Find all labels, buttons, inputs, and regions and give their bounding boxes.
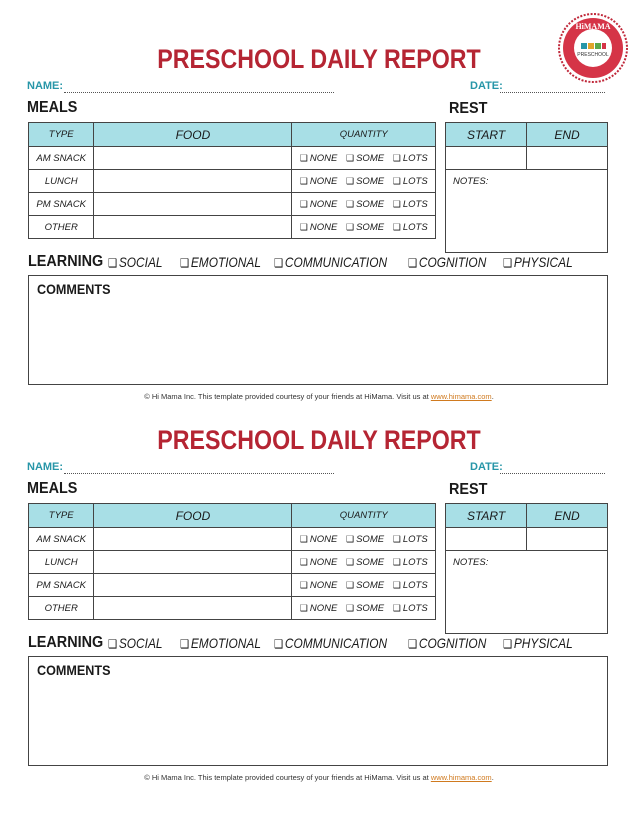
rest-start-cell[interactable] xyxy=(446,147,527,170)
option-some[interactable]: ❑ SOME xyxy=(346,175,385,187)
learning-heading: LEARNING xyxy=(28,634,104,651)
rest-notes[interactable] xyxy=(446,170,608,253)
col-end: END xyxy=(527,504,608,528)
option-some[interactable]: ❑ SOME xyxy=(346,556,385,568)
checkbox-icon[interactable]: ❑ xyxy=(299,221,308,232)
checkbox-icon[interactable]: ❑ xyxy=(392,198,401,209)
quantity-cell xyxy=(292,528,436,551)
quantity-cell xyxy=(292,193,436,216)
learning-communication[interactable]: ❑ COMMUNICATION xyxy=(274,254,388,270)
footer xyxy=(0,773,638,782)
learning-physical[interactable]: ❑ PHYSICAL xyxy=(503,254,573,270)
option-none[interactable]: ❑ NONE xyxy=(299,579,338,591)
checkbox-icon[interactable]: ❑ xyxy=(392,579,401,590)
footer-link[interactable]: www.himama.com xyxy=(430,773,492,782)
food-cell[interactable] xyxy=(94,551,292,574)
row-label: OTHER xyxy=(29,216,94,239)
quantity-cell xyxy=(292,551,436,574)
food-cell[interactable] xyxy=(94,597,292,620)
checkbox-icon[interactable]: ❑ xyxy=(299,175,308,186)
checkbox-icon[interactable]: ❑ xyxy=(180,637,190,651)
table-row xyxy=(29,216,436,239)
option-none[interactable]: ❑ NONE xyxy=(299,198,338,210)
learning-heading: LEARNING xyxy=(28,253,104,270)
comments-box[interactable] xyxy=(28,275,608,385)
comments-heading: COMMENTS xyxy=(37,281,111,297)
food-cell[interactable] xyxy=(94,193,292,216)
col-food: FOOD xyxy=(94,123,292,147)
learning-communication[interactable]: ❑ COMMUNICATION xyxy=(274,635,388,651)
meals-table xyxy=(28,122,436,239)
food-cell[interactable] xyxy=(94,528,292,551)
quantity-cell xyxy=(292,574,436,597)
checkbox-icon[interactable]: ❑ xyxy=(392,175,401,186)
checkbox-icon[interactable]: ❑ xyxy=(274,256,284,270)
col-start: START xyxy=(446,123,527,147)
quantity-cell xyxy=(292,597,436,620)
option-some[interactable]: ❑ SOME xyxy=(346,152,385,164)
notes-label: NOTES: xyxy=(453,176,489,187)
option-none[interactable]: ❑ NONE xyxy=(299,602,338,614)
row-label: OTHER xyxy=(29,597,94,620)
checkbox-icon[interactable]: ❑ xyxy=(346,198,355,209)
checkbox-icon[interactable]: ❑ xyxy=(408,637,418,651)
rest-end-cell[interactable] xyxy=(527,528,608,551)
food-cell[interactable] xyxy=(94,147,292,170)
table-row xyxy=(29,193,436,216)
option-some[interactable]: ❑ SOME xyxy=(346,533,385,545)
logo-top-text: HiMAMA xyxy=(575,22,611,31)
checkbox-icon[interactable]: ❑ xyxy=(392,602,401,613)
rest-end-cell[interactable] xyxy=(527,147,608,170)
rest-table xyxy=(445,503,608,634)
checkbox-icon[interactable]: ❑ xyxy=(299,579,308,590)
checkbox-icon[interactable]: ❑ xyxy=(108,256,118,270)
option-none[interactable]: ❑ NONE xyxy=(299,175,338,187)
footer-after: . xyxy=(491,773,494,782)
footer-link[interactable]: www.himama.com xyxy=(430,392,492,401)
checkbox-icon[interactable]: ❑ xyxy=(299,533,308,544)
checkbox-icon[interactable]: ❑ xyxy=(274,637,284,651)
row-label: LUNCH xyxy=(29,170,94,193)
table-row xyxy=(29,147,436,170)
row-label: PM SNACK xyxy=(29,193,94,216)
table-row xyxy=(29,528,436,551)
rest-heading: REST xyxy=(449,481,488,498)
checkbox-icon[interactable]: ❑ xyxy=(108,637,118,651)
option-lots[interactable]: ❑ LOTS xyxy=(392,556,428,568)
learning-cognition[interactable]: ❑ COGNITION xyxy=(408,254,487,270)
checkbox-icon[interactable]: ❑ xyxy=(299,198,308,209)
col-start: START xyxy=(446,504,527,528)
table-row xyxy=(29,597,436,620)
checkbox-icon[interactable]: ❑ xyxy=(346,175,355,186)
rest-table xyxy=(445,122,608,253)
row-label: AM SNACK xyxy=(29,147,94,170)
quantity-cell xyxy=(292,216,436,239)
option-lots[interactable]: ❑ LOTS xyxy=(392,602,428,614)
option-none[interactable]: ❑ NONE xyxy=(299,152,338,164)
option-none[interactable]: ❑ NONE xyxy=(299,556,338,568)
logo-bottom-text: PRESCHOOL xyxy=(577,52,609,58)
row-label: LUNCH xyxy=(29,551,94,574)
date-line[interactable] xyxy=(500,473,605,474)
table-row xyxy=(29,170,436,193)
footer-after: . xyxy=(491,392,494,401)
footer-text: © Hi Mama Inc. This template provided courtesy of your friends at HiMama. Visit us at xyxy=(144,773,431,782)
checkbox-icon[interactable]: ❑ xyxy=(392,556,401,567)
checkbox-icon[interactable]: ❑ xyxy=(346,152,355,163)
checkbox-icon[interactable]: ❑ xyxy=(346,602,355,613)
date-label: DATE: xyxy=(470,80,503,92)
report-2 xyxy=(0,381,638,781)
option-none[interactable]: ❑ NONE xyxy=(299,221,338,233)
option-some[interactable]: ❑ SOME xyxy=(346,221,385,233)
checkbox-icon[interactable]: ❑ xyxy=(392,221,401,232)
option-lots[interactable]: ❑ LOTS xyxy=(392,198,428,210)
learning-social[interactable]: ❑ SOCIAL xyxy=(108,635,163,651)
checkbox-icon[interactable]: ❑ xyxy=(392,533,401,544)
meals-heading: MEALS xyxy=(27,480,78,497)
report-title: PRESCHOOL DAILY REPORT xyxy=(157,425,481,455)
name-label: NAME: xyxy=(27,80,64,92)
option-lots[interactable]: ❑ LOTS xyxy=(392,221,428,233)
table-row xyxy=(29,551,436,574)
checkbox-icon[interactable]: ❑ xyxy=(392,152,401,163)
col-food: FOOD xyxy=(94,504,292,528)
comments-heading: COMMENTS xyxy=(37,662,111,678)
checkbox-icon[interactable]: ❑ xyxy=(503,256,513,270)
name-line[interactable] xyxy=(64,473,334,474)
meals-heading: MEALS xyxy=(27,99,78,116)
checkbox-icon[interactable]: ❑ xyxy=(408,256,418,270)
rest-notes[interactable] xyxy=(446,551,608,634)
name-line[interactable] xyxy=(64,92,334,93)
checkbox-icon[interactable]: ❑ xyxy=(346,556,355,567)
learning-emotional[interactable]: ❑ EMOTIONAL xyxy=(180,635,261,651)
date-line[interactable] xyxy=(500,92,605,93)
meals-table xyxy=(28,503,436,620)
option-lots[interactable]: ❑ LOTS xyxy=(392,152,428,164)
date-label: DATE: xyxy=(470,461,503,473)
option-none[interactable]: ❑ NONE xyxy=(299,533,338,545)
option-some[interactable]: ❑ SOME xyxy=(346,579,385,591)
footer-text: © Hi Mama Inc. This template provided courtesy of your friends at HiMama. Visit us at xyxy=(144,392,431,401)
checkbox-icon[interactable]: ❑ xyxy=(346,579,355,590)
name-label: NAME: xyxy=(27,461,64,473)
checkbox-icon[interactable]: ❑ xyxy=(346,533,355,544)
option-lots[interactable]: ❑ LOTS xyxy=(392,533,428,545)
learning-emotional[interactable]: ❑ EMOTIONAL xyxy=(180,254,261,270)
notes-label: NOTES: xyxy=(453,557,489,568)
quantity-cell xyxy=(292,170,436,193)
rest-start-cell[interactable] xyxy=(446,528,527,551)
checkbox-icon[interactable]: ❑ xyxy=(299,602,308,613)
table-row xyxy=(29,574,436,597)
option-some[interactable]: ❑ SOME xyxy=(346,198,385,210)
row-label: AM SNACK xyxy=(29,528,94,551)
report-title: PRESCHOOL DAILY REPORT xyxy=(157,44,481,74)
checkbox-icon[interactable]: ❑ xyxy=(346,221,355,232)
checkbox-icon[interactable]: ❑ xyxy=(180,256,190,270)
col-type: TYPE xyxy=(29,123,94,147)
col-end: END xyxy=(527,123,608,147)
learning-physical[interactable]: ❑ PHYSICAL xyxy=(503,635,573,651)
food-cell[interactable] xyxy=(94,170,292,193)
comments-box[interactable] xyxy=(28,656,608,766)
checkbox-icon[interactable]: ❑ xyxy=(299,152,308,163)
option-lots[interactable]: ❑ LOTS xyxy=(392,579,428,591)
row-label: PM SNACK xyxy=(29,574,94,597)
quantity-cell xyxy=(292,147,436,170)
col-quantity: QUANTITY xyxy=(292,123,436,147)
rest-heading: REST xyxy=(449,100,488,117)
checkbox-icon[interactable]: ❑ xyxy=(503,637,513,651)
checkbox-icon[interactable]: ❑ xyxy=(299,556,308,567)
learning-social[interactable]: ❑ SOCIAL xyxy=(108,254,163,270)
col-type: TYPE xyxy=(29,504,94,528)
learning-cognition[interactable]: ❑ COGNITION xyxy=(408,635,487,651)
option-lots[interactable]: ❑ LOTS xyxy=(392,175,428,187)
col-quantity: QUANTITY xyxy=(292,504,436,528)
food-cell[interactable] xyxy=(94,574,292,597)
option-some[interactable]: ❑ SOME xyxy=(346,602,385,614)
report-1 xyxy=(0,0,638,400)
food-cell[interactable] xyxy=(94,216,292,239)
